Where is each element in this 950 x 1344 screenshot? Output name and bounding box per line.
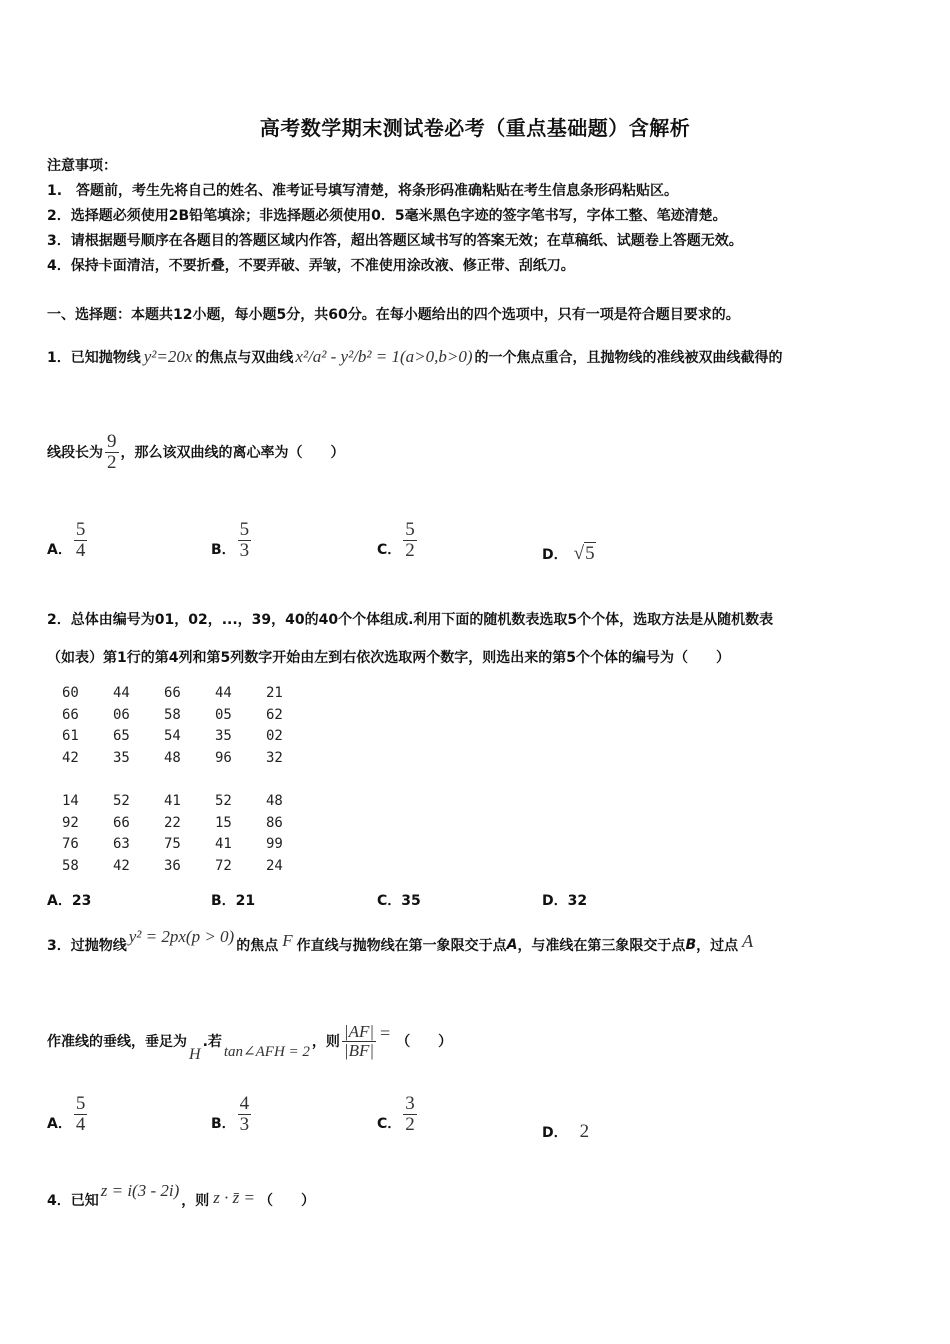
q1-text: 的一个焦点重合，且抛物线的准线被双曲线截得的 xyxy=(474,350,783,366)
q3-option-d[interactable] xyxy=(542,1121,589,1143)
q1-option-b[interactable] xyxy=(211,520,253,561)
notice-item: 2．选择题必须使用2B铅笔填涂；非选择题必须使用0．5毫米黑色字迹的签字笔书写，字体工整、笔迹清楚。 xyxy=(47,208,727,224)
question-3-line2 xyxy=(47,1010,452,1072)
table-cell: 61 xyxy=(62,728,79,745)
table-row xyxy=(62,683,317,705)
q1-text: ，那么该双曲线的离心率为（ ） xyxy=(120,445,345,462)
q3-parabola-formula: y² = 2px(p > 0) xyxy=(128,927,235,946)
option-fraction xyxy=(74,520,88,561)
q4-conjugate-formula: z · z̄ = xyxy=(213,1188,255,1207)
table-cell: 65 xyxy=(113,728,130,745)
table-cell: 66 xyxy=(113,814,130,831)
table-cell: 22 xyxy=(164,814,181,831)
q3-text: 作直线与抛物线在第一象限交于点 xyxy=(296,938,507,954)
option-label: B． xyxy=(211,1116,236,1133)
q2-option-b[interactable]: B．21 xyxy=(211,893,256,909)
q2-option-d[interactable]: D．32 xyxy=(542,893,588,909)
q3-option-a[interactable] xyxy=(47,1094,89,1135)
fraction-denominator: 2 xyxy=(107,451,117,473)
table-cell: 36 xyxy=(164,857,181,874)
q1-parabola-formula: y²=20x xyxy=(143,347,193,366)
page-title: 高考数学期末测试卷必考（重点基础题）含解析 xyxy=(259,116,691,140)
notice-item: 4．保持卡面清洁，不要折叠，不要弄破、弄皱，不准使用涂改液、修正带、刮纸刀。 xyxy=(47,258,575,274)
q3-text: （ ） xyxy=(396,1034,453,1050)
q1-option-d[interactable] xyxy=(542,543,596,565)
fraction-numerator: 5 xyxy=(75,1093,86,1114)
fraction-denominator: 2 xyxy=(405,539,415,561)
option-label: B． xyxy=(211,542,236,559)
q3-point-a: A xyxy=(506,937,518,953)
table-row xyxy=(62,748,317,770)
notice-item: 3．请根据题号顺序在各题目的答题区域内作答，超出答题区域书写的答案无效；在草稿纸、试题卷上答题无效。 xyxy=(47,233,743,249)
q3-text: 的焦点 xyxy=(236,938,279,954)
sqrt-radicand: 5 xyxy=(585,543,595,564)
q3-text: 作准线的垂线，垂足为 xyxy=(47,1034,187,1050)
table-cell: 35 xyxy=(113,749,130,766)
q3-option-c[interactable] xyxy=(377,1094,419,1135)
table-cell: 41 xyxy=(215,836,232,853)
table-row xyxy=(62,791,317,813)
table-cell: 54 xyxy=(164,728,181,745)
q4-formula: z = i(3 - 2i) xyxy=(100,1181,180,1200)
notice-item: 1. 答题前，考生先将自己的姓名、准考证号填写清楚，将条形码准确粘贴在考生信息条形码粘贴区。 xyxy=(47,183,679,199)
table-cell: 41 xyxy=(164,792,181,809)
q3-text: ，过点 xyxy=(696,938,739,954)
table-cell: 62 xyxy=(266,706,283,723)
table-cell: 21 xyxy=(266,685,283,701)
table-cell: 42 xyxy=(62,749,79,766)
table-cell: 44 xyxy=(215,685,232,701)
table-cell: 35 xyxy=(215,728,232,745)
q2-option-a[interactable]: A．23 xyxy=(47,893,92,909)
q3-text: .若 xyxy=(202,1034,222,1050)
q3-tan-formula: tan∠AFH = 2 xyxy=(223,1043,310,1060)
q3-point-a: A xyxy=(742,930,754,951)
table-cell: 72 xyxy=(215,857,232,874)
table-cell: 52 xyxy=(113,792,130,809)
fraction-denominator: 3 xyxy=(239,1113,250,1135)
q3-option-b[interactable] xyxy=(211,1094,253,1135)
question-1-line1 xyxy=(47,327,783,387)
table-cell: 58 xyxy=(164,706,181,723)
q1-text: 线段长为 xyxy=(47,445,103,462)
fraction-numerator: 9 xyxy=(107,431,117,452)
table-cell: 96 xyxy=(215,749,232,766)
table-cell: 52 xyxy=(215,792,232,809)
table-cell: 76 xyxy=(62,836,79,853)
q2-option-c[interactable]: C．35 xyxy=(377,893,421,909)
fraction-denominator: 2 xyxy=(405,1113,415,1135)
q1-option-c[interactable] xyxy=(377,520,419,561)
q4-text: （ ） xyxy=(258,1193,315,1209)
question-2-line2: （如表）第1行的第4列和第5列数字开始由左到右依次选取两个数字，则选出来的第5个个体的编号为（ ） xyxy=(47,650,730,666)
option-fraction xyxy=(403,520,417,561)
option-label: A． xyxy=(47,1116,72,1133)
q3-ratio-fraction xyxy=(342,1023,376,1060)
table-cell: 05 xyxy=(215,706,232,723)
table-cell: 02 xyxy=(266,728,283,745)
table-cell: 06 xyxy=(113,706,130,723)
option-fraction xyxy=(74,1094,88,1135)
q4-text: ，则 xyxy=(181,1193,210,1209)
option-label: D． xyxy=(542,1125,568,1141)
table-cell: 44 xyxy=(113,685,130,701)
table-cell: 42 xyxy=(113,857,130,874)
fraction-numerator: |AF| xyxy=(343,1021,375,1041)
table-cell: 15 xyxy=(215,814,232,831)
question-3-line1 xyxy=(47,925,753,965)
option-label: D． xyxy=(542,547,568,563)
q1-text: 1．已知抛物线 xyxy=(47,350,141,366)
table-cell: 48 xyxy=(266,792,283,809)
table-cell: 86 xyxy=(266,814,283,831)
table-cell: 75 xyxy=(164,836,181,853)
option-label: C． xyxy=(377,1116,402,1133)
question-2-line1: 2．总体由编号为01，02，...，39，40的40个个体组成.利用下面的随机数表选取5个个体，选取方法是从随机数表 xyxy=(47,612,774,628)
fraction-denominator: |BF| xyxy=(343,1040,375,1060)
notice-heading: 注意事项： xyxy=(47,158,117,174)
fraction-denominator: 4 xyxy=(75,539,86,561)
fraction-numerator: 4 xyxy=(239,1093,250,1114)
q1-length-fraction xyxy=(105,432,119,473)
table-row xyxy=(62,726,317,748)
table-cell: 66 xyxy=(164,685,181,701)
option-fraction xyxy=(238,1094,252,1135)
q1-text: 的焦点与双曲线 xyxy=(195,350,294,366)
table-row xyxy=(62,813,317,835)
option-label: C． xyxy=(377,542,402,559)
fraction-numerator: 5 xyxy=(239,519,250,540)
option-label: A． xyxy=(47,542,72,559)
question-1-line2 xyxy=(47,432,345,473)
table-cell: 66 xyxy=(62,706,79,723)
q3-point-h: H xyxy=(189,1046,201,1063)
table-row xyxy=(62,705,317,727)
table-cell: 48 xyxy=(164,749,181,766)
table-cell: 99 xyxy=(266,836,283,853)
q3-equals: = xyxy=(380,1022,391,1043)
table-cell: 32 xyxy=(266,749,283,766)
table-row xyxy=(62,834,317,856)
fraction-numerator: 3 xyxy=(405,1093,415,1114)
q3-text: ，与准线在第三象限交于点 xyxy=(517,938,686,954)
q3-text: ，则 xyxy=(311,1034,340,1050)
table-cell: 60 xyxy=(62,685,79,701)
q3-text: 3．过抛物线 xyxy=(47,938,127,954)
q4-text: 4．已知 xyxy=(47,1193,99,1209)
fraction-numerator: 5 xyxy=(405,519,415,540)
table-cell: 24 xyxy=(266,857,283,874)
fraction-numerator: 5 xyxy=(75,519,86,540)
q1-option-a[interactable] xyxy=(47,520,89,561)
section-heading: 一、选择题：本题共12小题，每小题5分，共60分。在每小题给出的四个选项中，只有一项是符合题目要求的。 xyxy=(47,307,740,323)
table-cell: 92 xyxy=(62,814,79,831)
option-value: 2 xyxy=(579,1121,590,1142)
q3-point-f: F xyxy=(282,931,293,950)
option-fraction xyxy=(238,520,252,561)
q1-hyperbola-formula: x²/a² - y²/b² = 1(a>0,b>0) xyxy=(295,347,473,366)
q3-point-b: B xyxy=(685,937,697,953)
table-cell: 58 xyxy=(62,857,79,874)
table-row xyxy=(62,856,317,878)
question-4-line1 xyxy=(47,1180,315,1220)
table-cell: 14 xyxy=(62,792,79,809)
table-gap xyxy=(62,769,317,791)
fraction-denominator: 3 xyxy=(239,539,250,561)
random-number-table xyxy=(62,683,317,877)
option-fraction xyxy=(403,1094,417,1135)
option-sqrt: √5 xyxy=(573,543,595,564)
table-cell: 63 xyxy=(113,836,130,853)
fraction-denominator: 4 xyxy=(75,1113,86,1135)
